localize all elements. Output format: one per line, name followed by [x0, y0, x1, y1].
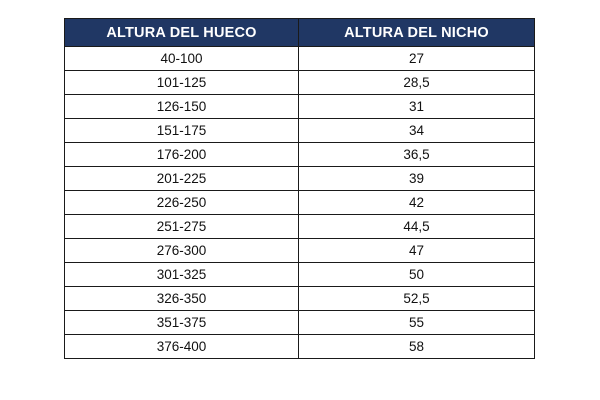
table-container [64, 18, 534, 359]
table-row [65, 143, 535, 167]
table-row [65, 239, 535, 263]
header-altura-nicho: ALTURA DEL NICHO [299, 19, 535, 47]
size-table [64, 18, 535, 359]
cell-hueco: 351-375 [65, 311, 299, 335]
cell-nicho: 28,5 [299, 71, 535, 95]
cell-nicho: 39 [299, 167, 535, 191]
cell-nicho: 34 [299, 119, 535, 143]
table-row [65, 263, 535, 287]
cell-hueco: 126-150 [65, 95, 299, 119]
cell-nicho: 36,5 [299, 143, 535, 167]
cell-nicho: 42 [299, 191, 535, 215]
table-row [65, 95, 535, 119]
table-row [65, 47, 535, 71]
cell-nicho: 27 [299, 47, 535, 71]
cell-nicho: 44,5 [299, 215, 535, 239]
cell-hueco: 276-300 [65, 239, 299, 263]
header-row [65, 19, 535, 47]
table-row [65, 71, 535, 95]
cell-hueco: 226-250 [65, 191, 299, 215]
table-row [65, 335, 535, 359]
table-row [65, 215, 535, 239]
cell-nicho: 47 [299, 239, 535, 263]
table-row [65, 191, 535, 215]
table-header [65, 19, 535, 47]
cell-nicho: 50 [299, 263, 535, 287]
cell-nicho: 52,5 [299, 287, 535, 311]
cell-hueco: 251-275 [65, 215, 299, 239]
cell-nicho: 58 [299, 335, 535, 359]
cell-hueco: 301-325 [65, 263, 299, 287]
table-row [65, 119, 535, 143]
cell-nicho: 31 [299, 95, 535, 119]
cell-hueco: 151-175 [65, 119, 299, 143]
cell-hueco: 40-100 [65, 47, 299, 71]
cell-hueco: 376-400 [65, 335, 299, 359]
table-row [65, 167, 535, 191]
cell-hueco: 101-125 [65, 71, 299, 95]
cell-hueco: 326-350 [65, 287, 299, 311]
cell-hueco: 176-200 [65, 143, 299, 167]
header-altura-hueco: ALTURA DEL HUECO [65, 19, 299, 47]
cell-nicho: 55 [299, 311, 535, 335]
table-row [65, 287, 535, 311]
cell-hueco: 201-225 [65, 167, 299, 191]
table-row [65, 311, 535, 335]
table-body [65, 47, 535, 359]
